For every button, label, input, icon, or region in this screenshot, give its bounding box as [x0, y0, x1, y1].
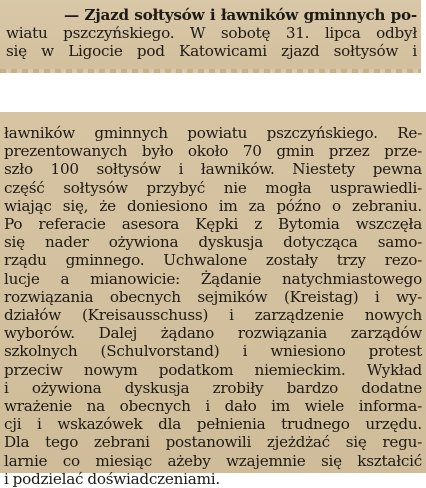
text-line: wyborów. Dalej żądano rozwiązania zarządów: [4, 324, 422, 343]
text-line: szkolnych (Schulvorstand) i wniesiono protest: [4, 342, 422, 361]
text-line: larnie co miesiąc ażeby wzajemnie się kształcić: [4, 451, 422, 470]
text-line: się nader ożywiona dyskusja dotycząca samo-: [4, 233, 422, 252]
torn-edge: [0, 69, 421, 73]
text-line: wrażenie na obecnych i dało im wiele informa-: [4, 397, 422, 416]
text-line: wiając się, że doniesiono im za późno o zebraniu.: [4, 196, 422, 215]
text-line: Po referacie asesora Kępki z Bytomia wszczęła: [4, 215, 422, 234]
text-line: wiatu pszczyńskiego. W sobotę 31. lipca odbył: [6, 24, 417, 43]
text-line: Dla tego zebrani postanowili zjeżdżać się regu-: [4, 433, 422, 452]
text-line: lucje a mianowicie: Żądanie natychmiastowego: [4, 269, 422, 288]
text-line: i ożywiona dyskusja zrobiły bardzo dodatne: [4, 378, 422, 397]
text-line: prezentowanych było około 70 gmin przez prze-: [4, 142, 422, 161]
text-line: przeciw nowym podatkom niemieckim. Wykład: [4, 360, 422, 379]
text-line: działów (Kreisausschuss) i zarządzenie nowych: [4, 306, 422, 325]
text-line: rządu gminnego. Uchwalone zostały trzy rezo-: [4, 251, 422, 270]
text-line: szło 100 sołtysów i ławników. Niestety pewna: [4, 160, 422, 179]
text-line: część sołtysów przybyć nie mogła usprawiedli-: [4, 178, 422, 197]
text-line: i podzielać doświadczeniami.: [4, 469, 220, 488]
text-line: się w Ligocie pod Katowicami zjazd sołtysów i: [6, 42, 417, 61]
top-article-clipping: [0, 0, 421, 73]
text-line: ławników gminnych powiatu pszczyńskiego. Re-: [4, 124, 422, 142]
text-line: cji i wskazówek dla pełnienia trudnego urzędu.: [4, 415, 422, 434]
text-line: rozwiązania obecnych sejmików (Kreistag) i wy-: [4, 287, 422, 306]
bottom-article-clipping: [0, 112, 426, 488]
text-line: — Zjazd sołtysów i ławników gminnych po-: [64, 6, 417, 24]
